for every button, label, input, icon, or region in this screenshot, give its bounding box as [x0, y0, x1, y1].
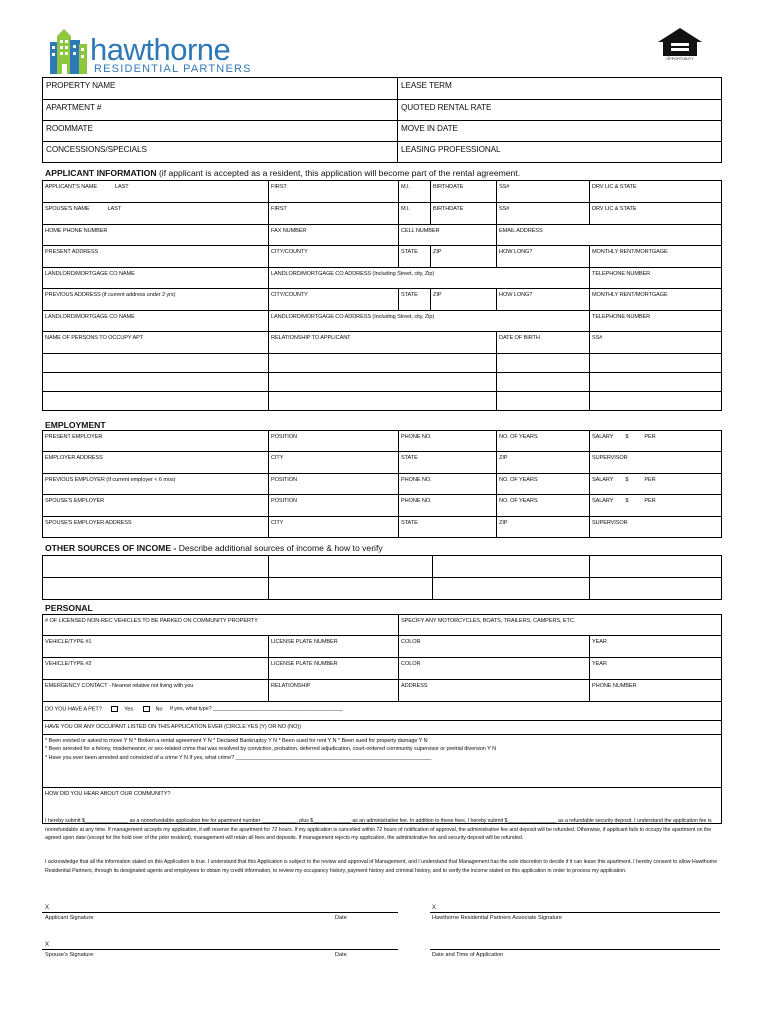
spouse-birthdate-field[interactable]: BIRTHDATE	[431, 203, 497, 225]
building-icon	[50, 29, 87, 74]
roommate-field[interactable]: ROOMMATE	[43, 121, 398, 142]
applicant-birthdate-field[interactable]: BIRTHDATE	[431, 181, 497, 203]
spouse-ss-field[interactable]: SS#	[497, 203, 590, 225]
occupant-name-field[interactable]	[43, 354, 269, 373]
other-vehicles-field[interactable]: SPECIFY ANY MOTORCYCLES, BOATS, TRAILERS, CAMPERS, ETC.	[399, 615, 722, 636]
occupant-dob-header: DATE OF BIRTH	[497, 332, 590, 354]
associate-signature-x: X	[432, 905, 437, 911]
occupant-ss-field[interactable]	[590, 354, 722, 373]
vehicle2-type-field[interactable]: VEHICLE/TYPE #2	[43, 658, 269, 680]
spouse-employer-address-field[interactable]: SPOUSE'S EMPLOYER ADDRESS	[43, 517, 269, 538]
income-source-field[interactable]	[269, 578, 433, 600]
emergency-address-field[interactable]: ADDRESS	[399, 680, 590, 702]
employer-state-field[interactable]: STATE	[399, 452, 497, 474]
income-source-field[interactable]	[433, 578, 590, 600]
income-source-field[interactable]	[590, 556, 722, 578]
spouse-employer-field[interactable]: SPOUSE'S EMPLOYER	[43, 495, 269, 517]
income-source-field[interactable]	[590, 578, 722, 600]
emergency-contact-field[interactable]: EMERGENCY CONTACT - Nearest relative not living with you	[43, 680, 269, 702]
income-source-field[interactable]	[43, 556, 269, 578]
vehicle1-color-field[interactable]: COLOR	[399, 636, 590, 658]
occupant-ss-header: SS#	[590, 332, 722, 354]
quoted-rental-rate-field[interactable]: QUOTED RENTAL RATE	[398, 100, 722, 121]
associate-signature-label: Hawthorne Residential Partners Associate Signature	[432, 915, 562, 921]
employer-supervisor-field[interactable]: SUPERVISOR	[590, 452, 722, 474]
occupant-name-field[interactable]	[43, 373, 269, 392]
consent-paragraph: I acknowledge that all the information stated on this Application is true. I understand that this Application is subject to the review and approval of Management, and I understand that Management has the sole discretion to decide if it can lease this apartment. I hereby consent to allow Hawthorne Residential Partners, through its designated agents and employees to obtain my credit information, to review my occupancy history, payment history and criminal history, and to verify the income stated on this application in order to process my application.	[45, 859, 718, 874]
spouse-employer-years-field[interactable]: NO. OF YEARS	[497, 495, 590, 517]
previous-zip-field[interactable]: ZIP	[431, 289, 497, 311]
brand-subtitle: RESIDENTIAL PARTNERS	[94, 63, 252, 75]
spouse-employer-salary-field[interactable]: SALARY $ PER	[590, 495, 722, 517]
hawthorne-logo	[48, 26, 278, 76]
income-source-field[interactable]	[43, 578, 269, 600]
property-fields-table	[42, 77, 722, 163]
present-employer-phone-field[interactable]: PHONE NO.	[399, 431, 497, 452]
personal-table	[42, 614, 722, 824]
occupant-question: HAVE YOU OR ANY OCCUPANT LISTED ON THIS APPLICATION EVER (CIRCLE YES (Y) OR NO (NO))	[43, 721, 722, 735]
spouse-last-name-field[interactable]: SPOUSE'S NAME LAST	[43, 203, 269, 225]
pet-no-checkbox[interactable]	[143, 706, 150, 712]
present-city-field[interactable]: CITY/COUNTY	[269, 246, 399, 268]
spouse-employer-position-field[interactable]: POSITION	[269, 495, 399, 517]
previous-employer-position-field[interactable]: POSITION	[269, 474, 399, 495]
spouse-signature-label: Spouse's Signature	[45, 952, 94, 958]
occupant-ss-field[interactable]	[590, 373, 722, 392]
occupant-dob-field[interactable]	[497, 373, 590, 392]
applicant-drv-lic-field[interactable]: DRV LIC & STATE	[590, 181, 722, 203]
spouse-employer-city-field[interactable]: CITY	[269, 517, 399, 538]
fee-paragraph: I hereby submit $_______________ as a nonrefundable application fee for apartment number ____________, plus $_____________ as an administrative fee. In addition to these fees, I hereby submit $_________________ as a refundable security deposit. I understand the application fee is nonrefundable at any time. If management accepts my application, it will reserve the apartment for 72 hours. If my application is cancelled within 72 hours of notification of approval, the administrative fee and deposit will be refunded. Otherwise, if applicant fails to occupy the apartment on the agreed upon date (except for the hold over of the prior resident), management will retain all fees and deposits. If management rejects my application, the administrative fee and security deposit will be refunded.	[45, 818, 712, 842]
applicant-table	[42, 180, 722, 411]
applicant-signature-label: Applicant Signature	[45, 915, 94, 921]
previous-address-field[interactable]: PREVIOUS ADDRESS (if current address under 2 yrs)	[43, 289, 269, 311]
history-questions[interactable]: * Been evicted or asked to move Y N * Broken a rental agreement Y N * Declared Bankruptcy Y N * Been sued for rent Y N * Been sued for property damage Y N * Been arrested for a felony, misdemeanor, or sex-related crime that was resolved by conviction, probation, deferred adjudication, court-ordered community supervisor or pretrial diversion Y N * Have you ever been arrested and convicted of a crime Y N If yes, what crime? _________________________________________________________________	[43, 735, 722, 788]
spouse-signature-line[interactable]	[42, 949, 398, 950]
vehicle-count-field[interactable]: # OF LICENSED NON-REC VEHICLES TO BE PARKED ON COMMUNITY PROPERTY	[43, 615, 399, 636]
emergency-phone-field[interactable]: PHONE NUMBER	[590, 680, 722, 702]
vehicle1-type-field[interactable]: VEHICLE/TYPE #1	[43, 636, 269, 658]
previous-employer-salary-field[interactable]: SALARY $ PER	[590, 474, 722, 495]
occupant-name-header: NAME OF PERSONS TO OCCUPY APT	[43, 332, 269, 354]
occupant-dob-field[interactable]	[497, 354, 590, 373]
pet-yes-checkbox[interactable]	[111, 706, 118, 712]
present-employer-field[interactable]: PRESENT EMPLOYER	[43, 431, 269, 452]
present-state-field[interactable]: STATE	[399, 246, 431, 268]
employer-address-field[interactable]: EMPLOYER ADDRESS	[43, 452, 269, 474]
personal-heading: PERSONAL	[45, 603, 93, 613]
emergency-relationship-field[interactable]: RELATIONSHIP	[269, 680, 399, 702]
fax-field[interactable]: FAX NUMBER	[269, 225, 399, 246]
employer-city-field[interactable]: CITY	[269, 452, 399, 474]
present-zip-field[interactable]: ZIP	[431, 246, 497, 268]
landlord-phone-field[interactable]: TELEPHONE NUMBER	[590, 268, 722, 289]
landlord-name-field[interactable]: LANDLORD/MORTGAGE CO NAME	[43, 268, 269, 289]
move-in-date-field[interactable]: MOVE IN DATE	[398, 121, 722, 142]
occupant-name-field[interactable]	[43, 392, 269, 411]
prev-landlord-phone-field[interactable]: TELEPHONE NUMBER	[590, 311, 722, 332]
vehicle2-color-field[interactable]: COLOR	[399, 658, 590, 680]
occupant-dob-field[interactable]	[497, 392, 590, 411]
landlord-address-field[interactable]: LANDLORD/MORTGAGE CO ADDRESS (Including Street, city, Zip)	[269, 268, 590, 289]
other-income-heading: OTHER SOURCES OF INCOME - Describe additional sources of income & how to verify	[45, 543, 383, 553]
previous-employer-phone-field[interactable]: PHONE NO.	[399, 474, 497, 495]
spouse-employer-state-field[interactable]: STATE	[399, 517, 497, 538]
applicant-signature-line[interactable]	[42, 912, 398, 913]
apartment-number-field[interactable]: APARTMENT #	[43, 100, 398, 121]
how-did-you-hear-field[interactable]: HOW DID YOU HEAR ABOUT OUR COMMUNITY?	[43, 788, 722, 824]
eho-caption: EQUAL HOUSING OPPORTUNITY	[664, 53, 696, 61]
lease-term-field[interactable]: LEASE TERM	[398, 78, 722, 100]
applicant-first-name-field[interactable]: FIRST	[269, 181, 399, 203]
occupant-ss-field[interactable]	[590, 392, 722, 411]
associate-signature-line[interactable]	[430, 912, 720, 913]
prev-landlord-address-field[interactable]: LANDLORD/MORTGAGE CO ADDRESS (Including Street, city, Zip)	[269, 311, 590, 332]
spouse-signature-x: X	[45, 942, 50, 948]
previous-state-field[interactable]: STATE	[399, 289, 431, 311]
occupant-relationship-field[interactable]	[269, 373, 497, 392]
application-datetime-line[interactable]	[430, 949, 720, 950]
applicant-last-name-field[interactable]: APPLICANT'S NAME LAST	[43, 181, 269, 203]
property-name-field[interactable]: PROPERTY NAME	[43, 78, 398, 100]
previous-employer-field[interactable]: PREVIOUS EMPLOYER (If current employer < 6 mos)	[43, 474, 269, 495]
income-table	[42, 555, 722, 600]
previous-monthly-rent-field[interactable]: MONTHLY RENT/MORTGAGE	[590, 289, 722, 311]
previous-city-field[interactable]: CITY/COUNTY	[269, 289, 399, 311]
present-address-field[interactable]: PRESENT ADDRESS	[43, 246, 269, 268]
previous-employer-years-field[interactable]: NO. OF YEARS	[497, 474, 590, 495]
concessions-field[interactable]: CONCESSIONS/SPECIALS	[43, 142, 398, 163]
email-field[interactable]: EMAIL ADDRESS	[497, 225, 722, 246]
present-how-long-field[interactable]: HOW LONG?	[497, 246, 590, 268]
spouse-employer-zip-field[interactable]: ZIP	[497, 517, 590, 538]
spouse-drv-lic-field[interactable]: DRV LIC & STATE	[590, 203, 722, 225]
home-phone-field[interactable]: HOME PHONE NUMBER	[43, 225, 269, 246]
income-source-field[interactable]	[433, 556, 590, 578]
spouse-date-label: Date	[335, 952, 347, 958]
present-employer-years-field[interactable]: NO. OF YEARS	[497, 431, 590, 452]
application-datetime-label: Date and Time of Application	[432, 952, 504, 958]
vehicle2-plate-field[interactable]: LICENSE PLATE NUMBER	[269, 658, 399, 680]
occupant-relationship-header: RELATIONSHIP TO APPLICANT	[269, 332, 497, 354]
applicant-mi-field[interactable]: M.I.	[399, 181, 431, 203]
occupant-relationship-field[interactable]	[269, 354, 497, 373]
applicant-signature-x: X	[45, 905, 50, 911]
spouse-mi-field[interactable]: M.I.	[399, 203, 431, 225]
employer-zip-field[interactable]: ZIP	[497, 452, 590, 474]
spouse-employer-supervisor-field[interactable]: SUPERVISOR	[590, 517, 722, 538]
vehicle2-year-field[interactable]: YEAR	[590, 658, 722, 680]
vehicle1-plate-field[interactable]: LICENSE PLATE NUMBER	[269, 636, 399, 658]
pet-row: DO YOU HAVE A PET? Yes No If yes, what type? ___________________________________________	[43, 702, 722, 721]
leasing-professional-field[interactable]: LEASING PROFESSIONAL	[398, 142, 722, 163]
applicant-date-label: Date	[335, 915, 347, 921]
prev-landlord-name-field[interactable]: LANDLORD/MORTGAGE CO NAME	[43, 311, 269, 332]
present-employer-position-field[interactable]: POSITION	[269, 431, 399, 452]
spouse-first-name-field[interactable]: FIRST	[269, 203, 399, 225]
employment-heading: EMPLOYMENT	[45, 420, 106, 430]
brand-name: hawthorne	[90, 32, 231, 67]
present-employer-salary-field[interactable]: SALARY $ PER	[590, 431, 722, 452]
spouse-employer-phone-field[interactable]: PHONE NO.	[399, 495, 497, 517]
applicant-info-heading: APPLICANT INFORMATION (if applicant is accepted as a resident, this application will become part of the rental agreement.	[45, 168, 521, 178]
cell-field[interactable]: CELL NUMBER	[399, 225, 497, 246]
occupant-relationship-field[interactable]	[269, 392, 497, 411]
applicant-ss-field[interactable]: SS#	[497, 181, 590, 203]
vehicle1-year-field[interactable]: YEAR	[590, 636, 722, 658]
employment-table	[42, 430, 722, 538]
previous-how-long-field[interactable]: HOW LONG?	[497, 289, 590, 311]
present-monthly-rent-field[interactable]: MONTHLY RENT/MORTGAGE	[590, 246, 722, 268]
income-source-field[interactable]	[269, 556, 433, 578]
